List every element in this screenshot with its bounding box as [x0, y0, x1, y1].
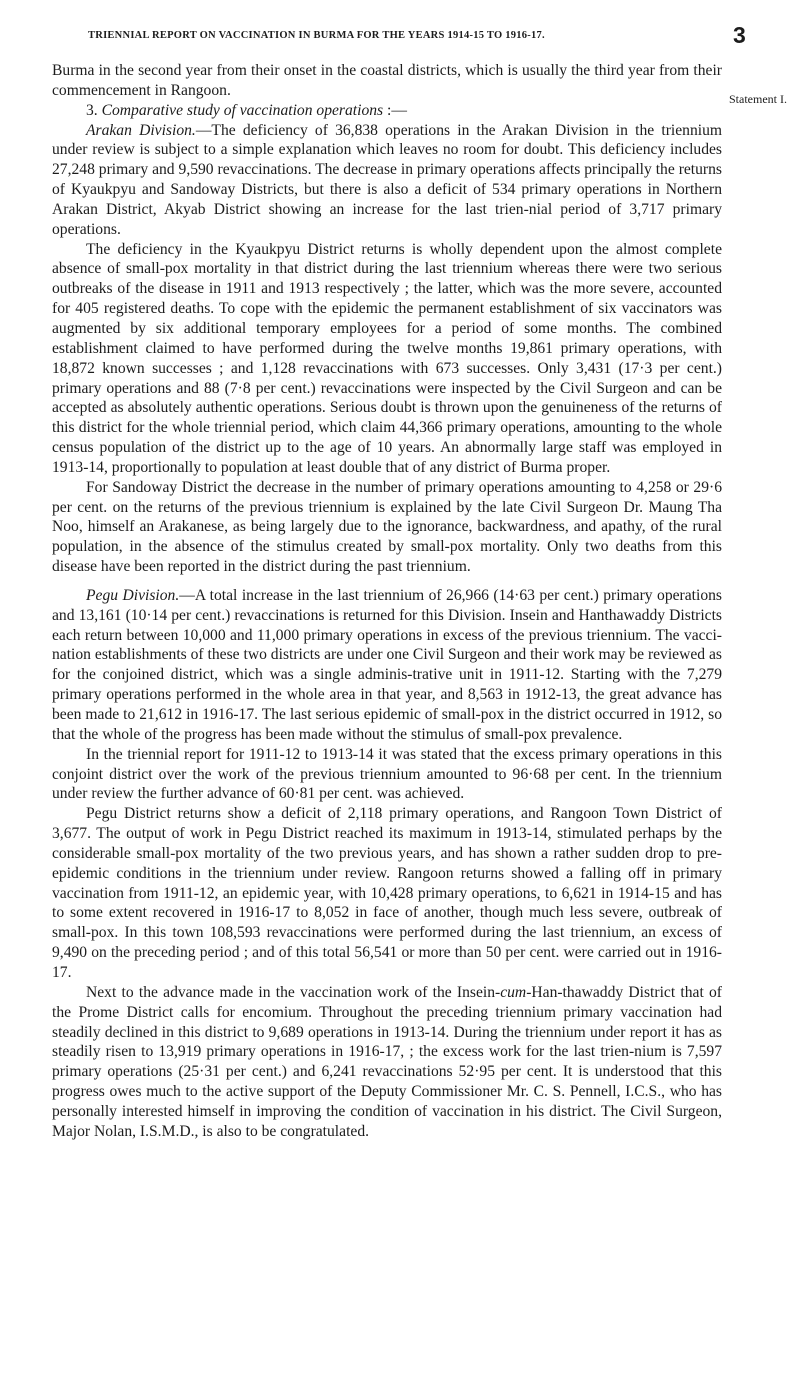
section-heading-tail: :— — [383, 101, 407, 119]
italic-term: cum — [500, 983, 527, 1001]
running-header: TRIENNIAL REPORT ON VACCINATION IN BURMA FOR THE YEARS 1914-15 TO 1916-17. — [88, 30, 545, 41]
paragraph-arakan-division — [52, 121, 722, 240]
paragraph-pegu-rangoon — [52, 804, 722, 983]
margin-note: Statement I. — [729, 92, 787, 106]
paragraph-sandoway — [52, 478, 722, 577]
paragraph-prome — [52, 983, 722, 1142]
page-number: 3 — [733, 22, 746, 48]
paragraph-text: —A total increase in the last triennium of 26,966 (14·63 per cent.) primary operations and 13,161 (10·14 per cent.) revaccinations is returned for this Division. Insein and Hanthawaddy Districts each return between 10,000 and 11,000 primary operations in excess of the previous triennium. The vacci-nation establishments of these two districts are under one Civil Surgeon and their work may be reviewed as for the conjoined district, which was a single adminis-trative unit in 1911-12. Starting with the 7,279 primary operations performed in the whole area in that year, and 8,563 in 1912-13, the great advance has been made to 21,612 in 1916-17. The last serious epidemic of small-pox in the district occurred in 1912, so that the whole of the progress has been made without the stimulus of small-pox prevalence. — [52, 586, 722, 743]
section-title: Comparative study of vaccination operations — [101, 101, 384, 119]
paragraph-continuation — [52, 61, 722, 101]
section-number: 3. — [86, 101, 102, 119]
section-heading — [52, 101, 722, 121]
paragraph-triennial-report — [52, 745, 722, 805]
paragraph-text: The deficiency in the Kyaukpyu District returns is wholly dependent upon the almost complete absence of small-pox mortality in that district during the last triennium whereas there were two serious outbreaks of the disease in 1911 and 1913 respectively ; the latter, which was the more severe, accounted for 405 registered deaths. To cope with the epidemic the permanent establishment of six vaccinators was augmented by six additional temporary employees for a period of some months. The combined establishment claimed to have performed during the twelve months 19,861 primary operations, with 18,872 known successes ; and 1,128 revaccinations with 673 successes. Only 3,431 (17·3 per cent.) primary operations and 88 (7·8 per cent.) revaccinations were inspected by the Civil Surgeon and can be accepted as absolutely authentic operations. Serious doubt is thrown upon the genuineness of the returns of this district for the whole triennial period, which claim 44,366 primary operations, amounting to the whole census population of the district up to the age of 10 years. An abnormally large staff was employed in 1913-14, proportionally to population at least double that of any district of Burma proper. — [52, 240, 722, 476]
body-text — [52, 61, 722, 1142]
paragraph-text: -Han-thawaddy District that of the Prome District calls for encomium. Throughout the preceding triennium primary vaccination had steadily declined in this district to 9,689 operations in 1913-14. During the triennium under report it has as steadily risen to 13,919 primary operations in 1916-17, ; the excess work for the last trien-nium is 7,597 primary operations (25·31 per cent.) and 6,241 revaccinations 52·95 per cent. It is understood that this progress owes much to the active support of the Deputy Commissioner Mr. C. S. Pennell, I.C.S., who has personally interested himself in improving the condition of vaccination in his district. The Civil Surgeon, Major Nolan, I.S.M.D., is also to be congratulated. — [52, 983, 722, 1140]
paragraph-kyaukpyu — [52, 240, 722, 478]
division-heading-pegu: Pegu Division. — [86, 586, 180, 604]
paragraph-text: Next to the advance made in the vaccination work of the Insein- — [86, 983, 501, 1001]
paragraph-text: For Sandoway District the decrease in the number of primary operations amounting to 4,258 or 29·6 per cent. on the returns of the previous triennium is explained by the late Civil Surgeon Dr. Maung Tha Noo, himself an Arakanese, as being largely due to the ignorance, backwardness, and apathy, of the rural population, in the absence of the stimulus created by small-pox mortality. Only two deaths from this disease have been reported in the district during the past triennium. — [52, 478, 722, 576]
paragraph-pegu-division — [52, 586, 722, 745]
paragraph-text: Pegu District returns show a deficit of 2,118 primary operations, and Rangoon Town District of 3,677. The output of work in Pegu District reached its maximum in 1913-14, stimulated perhaps by the considerable small-pox mortality of the two previous years, and has shown a rather sudden drop to pre-epidemic conditions in the triennium under review. Rangoon returns showed a falling off in primary vaccination from 1911-12, an epidemic year, with 10,428 primary operations, to 6,621 in 1914-15 and has to some extent recovered in 1916-17 to 8,052 in face of another, though much less severe, outbreak of small-pox. In this town 108,593 revaccinations were performed during the last triennium, an excess of 9,490 on the preceding period ; and of this total 56,541 or more than 50 per cent. were carried out in 1916-17. — [52, 805, 722, 981]
paragraph-text: Burma in the second year from their onset in the coastal districts, which is usually the third year from their commencement in Rangoon. — [52, 62, 722, 99]
paragraph-text: In the triennial report for 1911-12 to 1913-14 it was stated that the excess primary operations in this conjoint district over the work of the previous triennium amounted to 96·68 per cent. In the triennium under review the further advance of 60·81 per cent. was achieved. — [52, 745, 722, 803]
paragraph-text: —The deficiency of 36,838 operations in the Arakan Division in the triennium under review is subject to a simple explanation which leaves no room for doubt. This deficiency includes 27,248 primary and 9,590 revaccinations. The decrease in primary operations affects principally the returns of Kyaukpyu and Sandoway Districts, but there is also a deficit of 534 primary operations in Northern Arakan District, Akyab District showing an increase for the last trien-nial period of 3,717 primary operations. — [52, 121, 722, 238]
division-heading-arakan: Arakan Division. — [86, 121, 196, 139]
